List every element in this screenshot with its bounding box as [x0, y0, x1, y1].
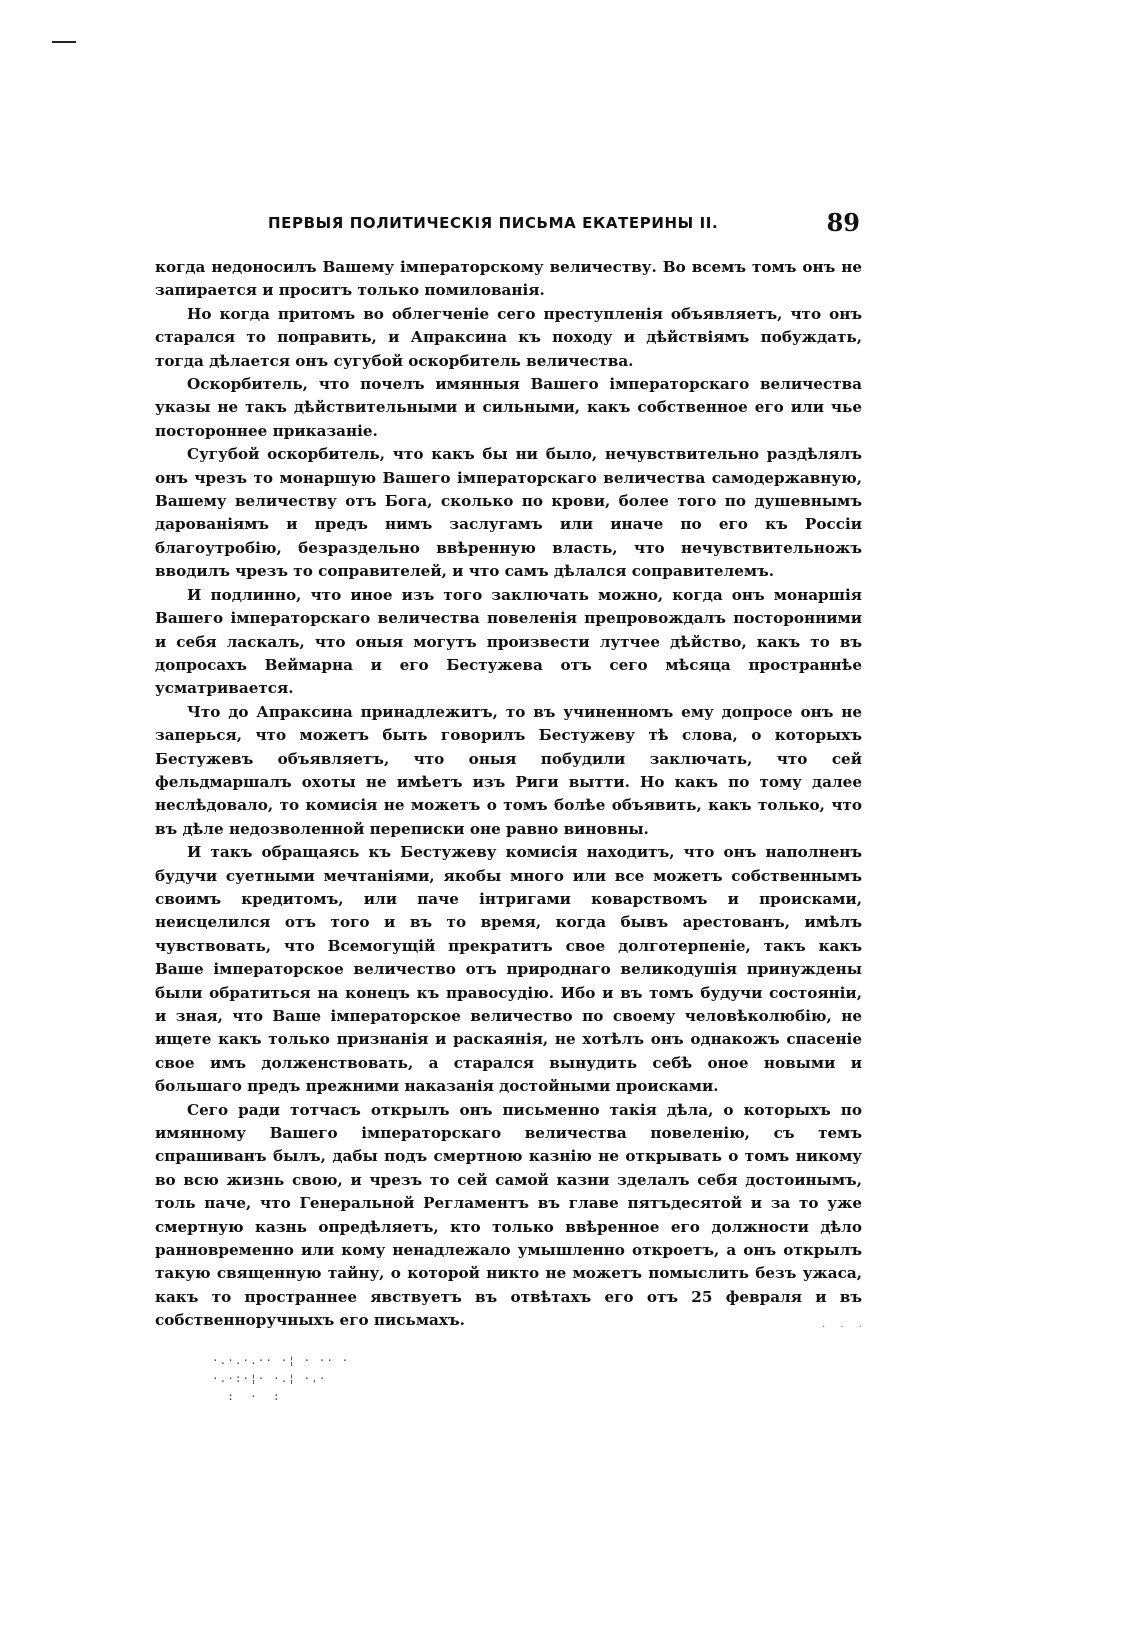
paragraph: Оскорбитель, что почелъ имянныя Вашего імператорскаго величества указы не такъ дѣйствительными и сильными, какъ собственное его или чье постороннее приказаніе.: [155, 375, 862, 440]
paragraph-continuation: когда недоносилъ Вашему імператорскому величеству. Во всемъ томъ онъ не запирается и проситъ только помилованія.: [155, 258, 862, 300]
running-head: [268, 208, 860, 238]
paragraph: Сего ради тотчасъ открылъ онъ письменно такія дѣла, о которыхъ по имянному Вашего імператорскаго величества повеленію, съ темъ спрашиванъ былъ, дабы подъ смертною казнію не открывать о томъ никому во всю жизнь свою, и чрезъ то сей самой казни зделалъ себя достоинымъ, толь паче, что Генеральной Регламентъ въ главе пятъдесятой и за то уже смертную казнь опредѣляетъ, кто только ввѣренное его должности дѣло ранновременно или кому ненадлежало умышленно откроетъ, а онъ открылъ такую священную тайну, о которой никто не можетъ помыслить безъ ужаса, какъ то пространнее явствуетъ въ отвѣтахъ его отъ 25 февраля и въ собственноручныхъ его письмахъ.: [155, 1100, 862, 1330]
paragraph: Что до Апраксина принадлежитъ, то въ учиненномъ ему допросе онъ не заперься, что можетъ быть говорилъ Бестужеву тѣ слова, о которыхъ Бестужевъ объявляетъ, что оныя побудили заключать, что сей фельдмаршалъ охоты не имѣетъ изъ Риги вытти. Но какъ по тому далее неслѣдовало, то комисія не можетъ о томъ болѣе объявить, какъ только, что въ дѣле недозволенной переписки оне равно виновны.: [155, 702, 862, 838]
paragraph: И подлинно, что иное изъ того заключать можно, когда онъ монаршія Вашего імператорскаго величества повеленія препровождалъ посторонними и себя ласкалъ, что оныя могутъ произвести лутчее дѣйство, какъ то въ допросахъ Веймарна и его Бестужева отъ сего мѣсяца пространнѣе усматривается.: [155, 585, 862, 698]
page-number: 89: [826, 208, 860, 237]
corner-mark: [52, 41, 76, 43]
ink-blot-mark: ·.·.·.·· ·¦ · ·· · ·.·:·¦· ·.¦ ·.· : · :: [212, 1354, 350, 1403]
running-title: ПЕРВЫЯ ПОЛИТИЧЕСКІЯ ПИСЬМА ЕКАТЕРИНЫ II.: [268, 214, 719, 232]
paragraph: И такъ обращаясь къ Бестужеву комисія находитъ, что онъ наполненъ будучи суетными мечтаніями, якобы много или все можетъ собственнымъ своимъ кредитомъ, или паче інтригами коварствомъ и происками, неисцелился отъ того и въ то время, когда бывъ арестованъ, имѣлъ чувствовать, что Всемогущій прекратитъ свое долготерпеніе, такъ какъ Ваше імператорское величество отъ природнаго великодушія принуждены были обратиться на конецъ къ правосудію. Ибо и въ томъ будучи состояніи, и зная, что Ваше імператорское величество по своему человѣколюбію, не ищете какъ только признанія и раскаянія, не хотѣлъ онъ однакожъ спасеніе свое имъ долженствовать, а старался вынудить себѣ оное новыми и большаго предъ прежними наказанія достойными происками.: [155, 843, 862, 1096]
paragraph: Сугубой оскорбитель, что какъ бы ни было, нечувствительно раздѣлялъ онъ чрезъ то монаршую Вашего імператорскаго величества самодержавную, Вашему величеству отъ Бога, сколько по крови, более того по душевнымъ дарованіямъ и предъ нимъ заслугамъ или иначе по его къ Россіи благоутробію, безраздельно ввѣренную власть, что нечувствительножъ вводилъ чрезъ то соправителей, и что самъ дѣлался соправителемъ.: [155, 445, 862, 581]
paragraph: Но когда притомъ во облегченіе сего преступленія объявляетъ, что онъ старался то поправить, и Апраксина къ походу и дѣйствіямъ побуждать, тогда дѣлается онъ сугубой оскорбитель величества.: [155, 304, 862, 370]
text-body: [155, 256, 862, 1333]
stray-dots-mark: · · ·: [822, 1322, 868, 1333]
